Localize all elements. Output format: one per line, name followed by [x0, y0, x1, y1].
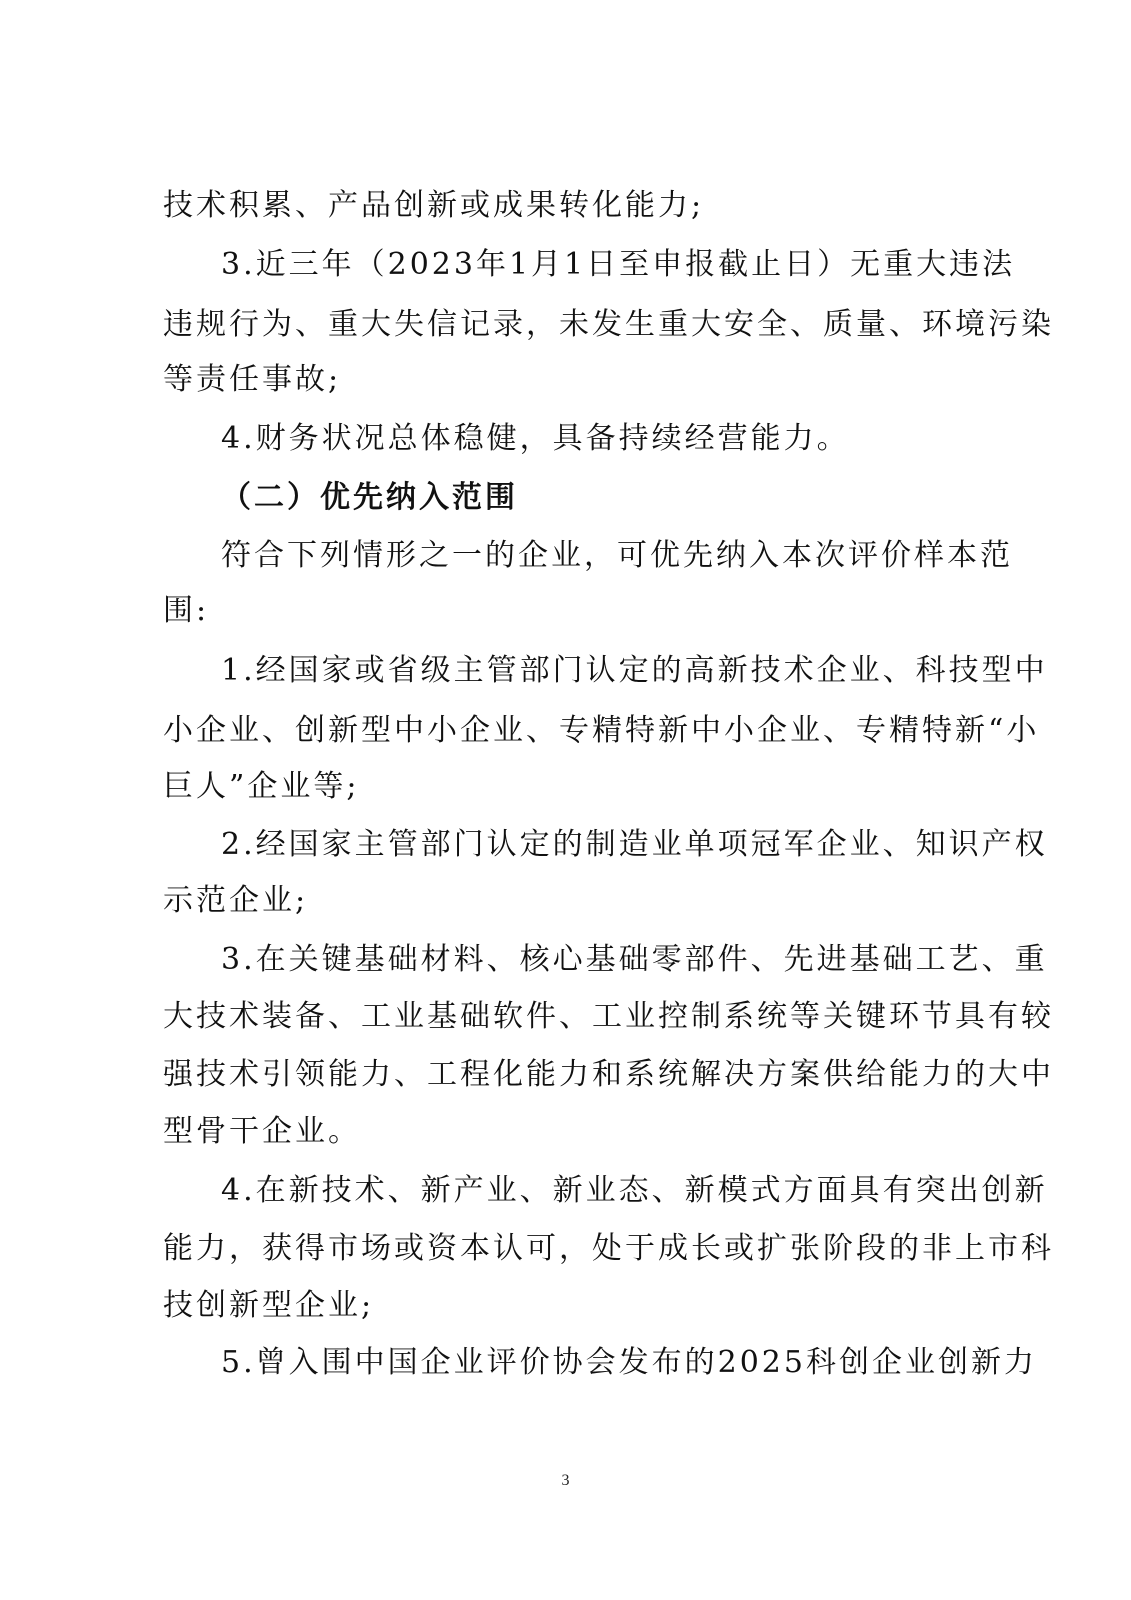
text-line: 强技术引领能力、工程化能力和系统解决方案供给能力的大中 [163, 1057, 1054, 1092]
text-line: 符合下列情形之一的企业，可优先纳入本次评价样本范 [221, 538, 1013, 573]
page-number: 3 [561, 1472, 570, 1489]
section-heading: （二）优先纳入范围 [221, 480, 518, 515]
text-line: 4.财务状况总体稳健，具备持续经营能力。 [221, 421, 850, 456]
text-line: 大技术装备、工业基础软件、工业控制系统等关键环节具有较 [163, 999, 1054, 1034]
text-line: 型骨干企业。 [163, 1114, 361, 1149]
text-line: 3.在关键基础材料、核心基础零部件、先进基础工艺、重 [221, 942, 1048, 977]
text-line: 能力，获得市场或资本认可，处于成长或扩张阶段的非上市科 [163, 1231, 1054, 1266]
text-line: 4.在新技术、新产业、新业态、新模式方面具有突出创新 [221, 1173, 1048, 1208]
text-line: 等责任事故; [163, 362, 342, 397]
text-line: 示范企业; [163, 883, 309, 918]
text-line: 5.曾入围中国企业评价协会发布的2025科创企业创新力 [221, 1345, 1037, 1380]
text-line: 围: [163, 593, 210, 628]
text-line: 技术积累、产品创新或成果转化能力; [163, 188, 705, 223]
text-line: 1.经国家或省级主管部门认定的高新技术企业、科技型中 [221, 653, 1048, 688]
text-line: 技创新型企业; [163, 1288, 375, 1323]
text-line: 小企业、创新型中小企业、专精特新中小企业、专精特新“小 [163, 713, 1040, 748]
text-line: 巨人”企业等; [163, 769, 360, 804]
text-line: 3.近三年（2023年1月1日至申报截止日）无重大违法 [221, 247, 1016, 282]
text-line: 2.经国家主管部门认定的制造业单项冠军企业、知识产权 [221, 827, 1048, 862]
text-line: 违规行为、重大失信记录，未发生重大安全、质量、环境污染 [163, 307, 1054, 342]
